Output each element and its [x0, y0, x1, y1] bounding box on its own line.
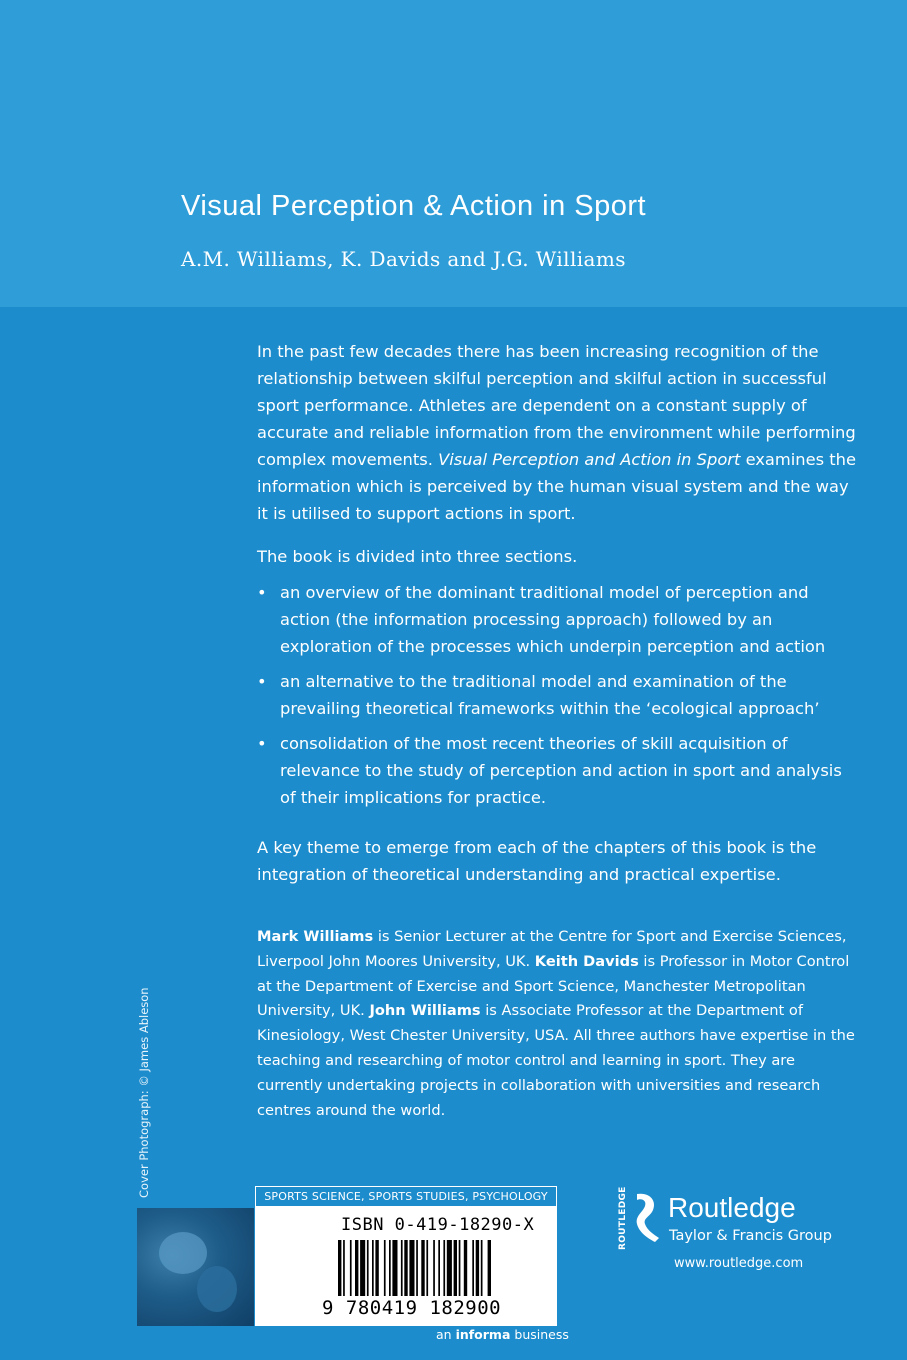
intro-book-title: Visual Perception and Action in Sport [438, 450, 741, 469]
photo-credit: Cover Photograph: © James Ableson [137, 987, 151, 1198]
bullet-icon: • [257, 583, 267, 602]
blurb [257, 338, 857, 888]
informa-tagline: an informa business [436, 1327, 569, 1342]
publisher-name: Routledge [668, 1192, 796, 1223]
book-authors: A.M. Williams, K. Davids and J.G. Williams [181, 247, 626, 271]
sections-intro: The book is divided into three sections. [257, 547, 578, 566]
author-name: John Williams [369, 1002, 481, 1020]
ean-number: 9 780419 182900 [322, 1297, 502, 1319]
theme-paragraph: A key theme to emerge from each of the chapters of this book is the integration of theoretical understanding and practical expertise. [257, 838, 817, 884]
bullet-icon: • [257, 734, 267, 753]
book-title: Visual Perception & Action in Sport [181, 190, 647, 222]
cover-photo-thumbnail [137, 1208, 254, 1326]
subject-category: SPORTS SCIENCE, SPORTS STUDIES, PSYCHOLOGY [255, 1186, 557, 1207]
list-item: • an alternative to the traditional model and examination of the prevailing theoretical frameworks within the ‘ecological approach’ [257, 668, 857, 722]
author-name: Keith Davids [534, 952, 639, 970]
publisher-group: Taylor & Francis Group [669, 1228, 832, 1244]
routledge-vertical-wordmark: ROUTLEDGE [618, 1186, 628, 1250]
list-item: • an overview of the dominant traditional model of perception and action (the information processing approach) followed by an exploration of the processes which underpin perception and action [257, 579, 857, 660]
bullet-icon: • [257, 672, 267, 691]
isbn-text: ISBN 0-419-18290-X [341, 1215, 535, 1235]
publisher-website[interactable]: www.routledge.com [674, 1256, 804, 1271]
list-item: • consolidation of the most recent theories of skill acquisition of relevance to the study of perception and action in sport and analysis of their implications for practice. [257, 730, 857, 811]
barcode-icon [338, 1240, 530, 1300]
author-name: Mark Williams [257, 928, 374, 945]
intro-paragraph: In the past few decades there has been increasing recognition of the relationship between skilful perception and skilful action in successful sport performance. Athletes are dependent on a constant supply of accurate and reliable information from the environment while performing complex movements. Visual Perception and Action in Sport examines the information which is perceived by the human visual system and the way it is utilised to support actions in sport. [257, 342, 857, 523]
sections-list [257, 579, 857, 811]
author-bio: Mark Williams is Senior Lecturer at the Centre for Sport and Exercise Sciences, Liverpool John Moores University, UK. Keith Davids is Professor in Motor Control at the Department of Exercise and Sport Science, Manchester Metropolitan University, UK. John Williams is Associate Professor at the Department of Kinesiology, West Chester University, USA. All three authors have expertise in the teaching and researching of motor control and learning in sport. They are currently undertaking projects in collaboration with universities and research centres around the world. [257, 928, 855, 1119]
